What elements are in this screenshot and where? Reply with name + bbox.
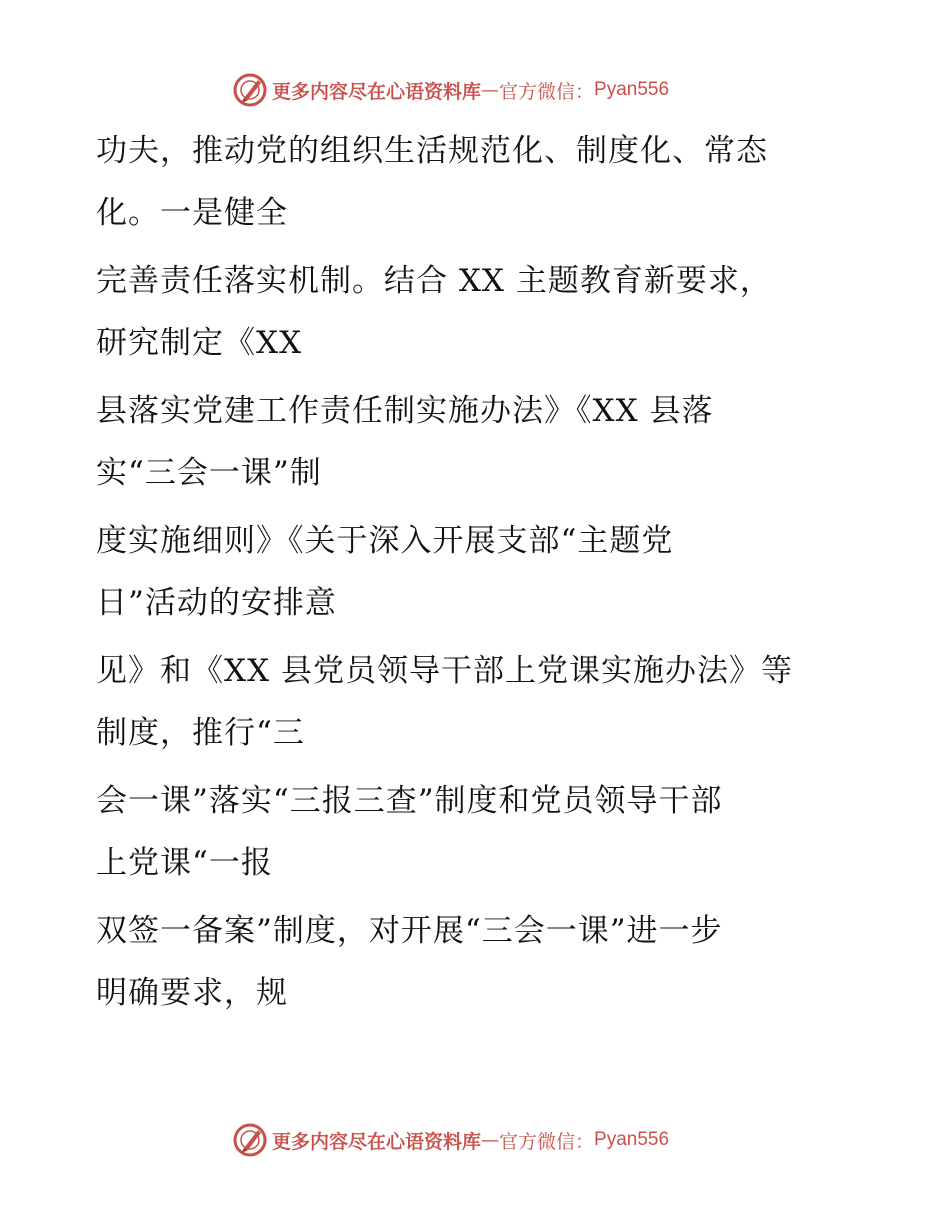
body-line: 县落实党建工作责任制实施办法》《XX 县落 bbox=[96, 393, 714, 429]
header-watermark bbox=[232, 70, 669, 110]
watermark-wechat-label: 官方微信： bbox=[499, 1130, 595, 1153]
body-line: 双签一备案”制度，对开展“三会一课”进一步 bbox=[96, 913, 723, 949]
body-line: 制度，推行“三 bbox=[96, 715, 305, 751]
watermark-separator: — bbox=[481, 1129, 500, 1151]
body-line: 上党课“一报 bbox=[96, 845, 273, 881]
watermark-title: 更多内容尽在心语资料库 bbox=[272, 1130, 482, 1153]
body-line: 度实施细则》《关于深入开展支部“主题党 bbox=[96, 523, 674, 559]
body-line: 研究制定《XX bbox=[96, 325, 303, 361]
footer-watermark bbox=[232, 1120, 669, 1160]
watermark-title: 更多内容尽在心语资料库 bbox=[272, 80, 482, 103]
body-line: 完善责任落实机制。结合 XX 主题教育新要求， bbox=[96, 263, 772, 299]
body-line: 明确要求，规 bbox=[96, 975, 288, 1011]
body-line: 功夫，推动党的组织生活规范化、制度化、常态 bbox=[96, 133, 768, 169]
watermark-wechat-id: Pyan556 bbox=[594, 79, 670, 100]
pen-logo-icon bbox=[232, 72, 268, 108]
body-line: 会一课”落实“三报三查”制度和党员领导干部 bbox=[96, 783, 723, 819]
body-line: 见》和《XX 县党员领导干部上党课实施办法》等 bbox=[96, 653, 793, 689]
document-body bbox=[96, 120, 856, 1024]
watermark-wechat-label: 官方微信： bbox=[499, 80, 595, 103]
pen-logo-icon bbox=[232, 1122, 268, 1158]
body-line: 化。一是健全 bbox=[96, 195, 288, 231]
body-line: 日”活动的安排意 bbox=[96, 585, 337, 621]
body-line: 实“三会一课”制 bbox=[96, 455, 322, 491]
watermark-wechat-id: Pyan556 bbox=[594, 1129, 670, 1150]
watermark-separator: — bbox=[481, 79, 500, 101]
